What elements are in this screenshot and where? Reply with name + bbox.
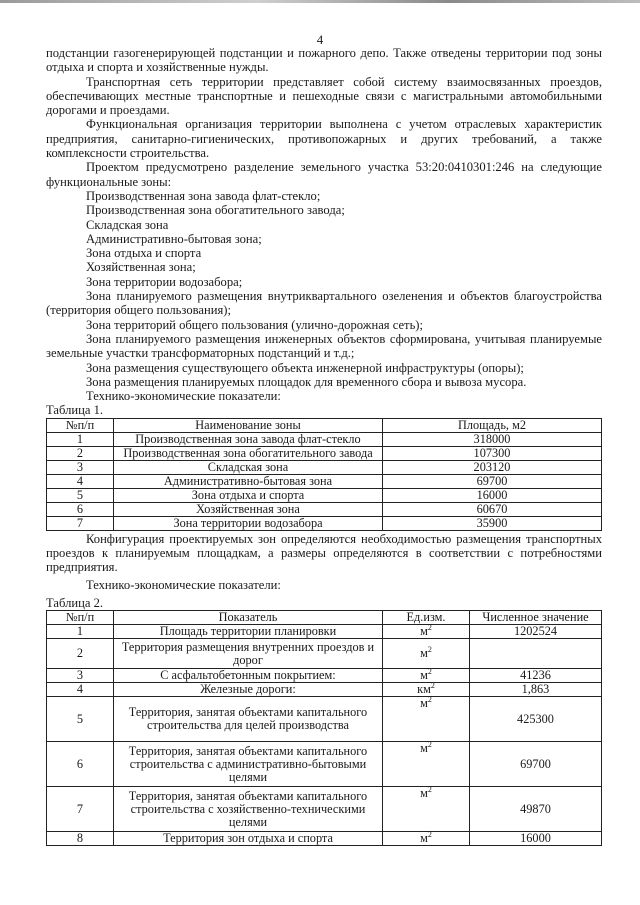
table-row xyxy=(47,474,602,488)
unit-cell xyxy=(383,625,470,639)
table-row xyxy=(47,432,602,446)
paragraph: Функциональная организация территории выполнена с учетом отраслевых характеристик предприятия, санитарно-гигиенических, противопожарных и других требований, а также комплексности строительства. xyxy=(46,117,602,161)
section-heading: Технико-экономические показатели: xyxy=(86,389,281,404)
unit-text: м xyxy=(420,741,428,756)
row-number-cell: 6 xyxy=(47,502,114,516)
header-cell: Ед.изм. xyxy=(383,611,470,625)
paragraph: Транспортная сеть территории представляет собой систему взаимосвязанных проездов, обеспечивающих местные транспортные и пешеходные связи с магистральными автомобильными дорогами и проездами. xyxy=(46,74,602,118)
unit-exponent: 2 xyxy=(427,645,432,655)
header-cell: №п/п xyxy=(47,611,114,625)
zone-name-cell: Зона отдыха и спорта xyxy=(114,488,383,502)
indicator-name-cell: Железные дороги: xyxy=(114,683,383,697)
header-cell: Площадь, м2 xyxy=(383,418,602,432)
table1-caption: Таблица 1. xyxy=(46,403,104,418)
unit-cell xyxy=(383,742,470,787)
table-row xyxy=(47,446,602,460)
unit-text: м xyxy=(420,831,428,846)
row-number-cell: 8 xyxy=(47,832,114,846)
indicator-name-cell: Площадь территории планировки xyxy=(114,625,383,639)
row-number-cell: 5 xyxy=(47,488,114,502)
page-number: 4 xyxy=(316,32,324,47)
table-row xyxy=(47,832,602,846)
table-body xyxy=(47,625,602,846)
area-cell: 35900 xyxy=(383,516,602,530)
table-row xyxy=(47,669,602,683)
paragraph: Проектом предусмотрено разделение земельного участка 53:20:0410301:246 на следующие функциональные зоны: xyxy=(46,160,602,189)
indicator-name-cell: Территория, занятая объектами капитального строительства с административно-бытовыми целями xyxy=(114,742,383,787)
table-row xyxy=(47,488,602,502)
unit-cell xyxy=(383,787,470,832)
paragraph: Конфигурация проектируемых зон определяются необходимостью размещения транспортных проездов к планируемым площадкам, а размеры определяются в соответствии с потребностями предприятия. xyxy=(46,531,602,575)
unit-cell xyxy=(383,669,470,683)
unit-text: м xyxy=(420,624,428,639)
header-cell: Показатель xyxy=(114,611,383,625)
area-cell: 60670 xyxy=(383,502,602,516)
area-cell: 16000 xyxy=(383,488,602,502)
zone-item: Зона размещения существующего объекта инженерной инфраструктуры (опоры); xyxy=(86,360,524,375)
indicator-name-cell: Территория, занятая объектами капитального строительства для целей производства xyxy=(114,697,383,742)
unit-text: м xyxy=(420,696,428,711)
unit-exponent: 2 xyxy=(427,667,432,677)
indicator-name-cell: Территория размещения внутренних проездов и дорог xyxy=(114,639,383,669)
unit-exponent: 2 xyxy=(427,740,432,750)
value-cell: 1,863 xyxy=(470,683,602,697)
zone-item: Зона планируемого размещения инженерных объектов сформирована, учитывая планируемые земельные участки трансформаторных подстанций и т.д.; xyxy=(46,331,602,361)
table-row xyxy=(47,502,602,516)
row-number-cell: 2 xyxy=(47,639,114,669)
scan-edge xyxy=(0,0,640,3)
table-row xyxy=(47,787,602,832)
table-zones xyxy=(46,418,602,531)
value-cell: 425300 xyxy=(470,697,602,742)
table-indicators xyxy=(46,610,602,846)
zone-item: Административно-бытовая зона; xyxy=(86,231,262,246)
indicator-name-cell: Территория зон отдыха и спорта xyxy=(114,832,383,846)
row-number-cell: 3 xyxy=(47,669,114,683)
row-number-cell: 7 xyxy=(47,516,114,530)
zone-item: Производственная зона обогатительного завода; xyxy=(86,203,345,218)
table-row xyxy=(47,639,602,669)
zone-name-cell: Складская зона xyxy=(114,460,383,474)
unit-exponent: 2 xyxy=(427,830,432,840)
unit-exponent: 2 xyxy=(427,695,432,705)
value-cell: 49870 xyxy=(470,787,602,832)
zone-item: Зона территории водозабора; xyxy=(86,274,243,289)
table-row xyxy=(47,460,602,474)
unit-cell xyxy=(383,639,470,669)
zone-name-cell: Административно-бытовая зона xyxy=(114,474,383,488)
table-row xyxy=(47,516,602,530)
unit-cell xyxy=(383,683,470,697)
zone-item: Зона планируемого размещения внутриквартального озеленения и объектов благоустройства (территория общего пользования); xyxy=(46,289,602,318)
zones-list xyxy=(46,189,602,389)
zone-item: Производственная зона завода флат-стекло; xyxy=(86,188,321,203)
table-header-row xyxy=(47,611,602,625)
header-cell: Наименование зоны xyxy=(114,418,383,432)
value-cell xyxy=(470,639,602,669)
row-number-cell: 4 xyxy=(47,474,114,488)
unit-cell xyxy=(383,697,470,742)
zone-item: Зона размещения планируемых площадок для временного сбора и вывоза мусора. xyxy=(86,374,527,389)
unit-text: м xyxy=(420,786,428,801)
unit-exponent: 2 xyxy=(427,785,432,795)
zone-name-cell: Производственная зона обогатительного завода xyxy=(114,446,383,460)
zone-item: Складская зона xyxy=(86,217,169,232)
unit-exponent: 2 xyxy=(427,623,432,633)
value-cell: 69700 xyxy=(470,742,602,787)
zone-item: Хозяйственная зона; xyxy=(86,260,196,275)
indicator-name-cell: С асфальтобетонным покрытием: xyxy=(114,669,383,683)
indicator-name-cell: Территория, занятая объектами капитального строительства с хозяйственно-техническими целями xyxy=(114,787,383,832)
row-number-cell: 2 xyxy=(47,446,114,460)
table-row xyxy=(47,742,602,787)
table-row xyxy=(47,683,602,697)
area-cell: 318000 xyxy=(383,432,602,446)
row-number-cell: 4 xyxy=(47,683,114,697)
area-cell: 107300 xyxy=(383,446,602,460)
row-number-cell: 7 xyxy=(47,787,114,832)
table-header-row xyxy=(47,418,602,432)
row-number-cell: 6 xyxy=(47,742,114,787)
area-cell: 203120 xyxy=(383,460,602,474)
section-heading: Технико-экономические показатели: xyxy=(86,577,281,592)
zone-name-cell: Хозяйственная зона xyxy=(114,502,383,516)
row-number-cell: 1 xyxy=(47,432,114,446)
unit-text: м xyxy=(420,646,428,661)
zone-item: Зона территорий общего пользования (улично-дорожная сеть); xyxy=(86,317,423,332)
unit-exponent: 2 xyxy=(430,681,435,691)
document-body xyxy=(46,46,602,846)
zone-name-cell: Зона территории водозабора xyxy=(114,516,383,530)
area-cell: 69700 xyxy=(383,474,602,488)
table-body xyxy=(47,432,602,530)
zone-name-cell: Производственная зона завода флат-стекло xyxy=(114,432,383,446)
header-cell: Численное значение xyxy=(470,611,602,625)
value-cell: 16000 xyxy=(470,832,602,846)
header-cell: №п/п xyxy=(47,418,114,432)
row-number-cell: 1 xyxy=(47,625,114,639)
zone-item: Зона отдыха и спорта xyxy=(86,246,202,261)
paragraph: подстанции газогенерирующей подстанции и пожарного депо. Также отведены территории под зоны отдыха и спорта и хозяйственные нужды. xyxy=(46,46,602,75)
row-number-cell: 3 xyxy=(47,460,114,474)
unit-cell xyxy=(383,832,470,846)
row-number-cell: 5 xyxy=(47,697,114,742)
table2-caption: Таблица 2. xyxy=(46,595,104,610)
unit-text: м xyxy=(420,668,428,683)
value-cell: 1202524 xyxy=(470,625,602,639)
table-row xyxy=(47,625,602,639)
value-cell: 41236 xyxy=(470,669,602,683)
unit-text: км xyxy=(417,682,431,697)
table-row xyxy=(47,697,602,742)
